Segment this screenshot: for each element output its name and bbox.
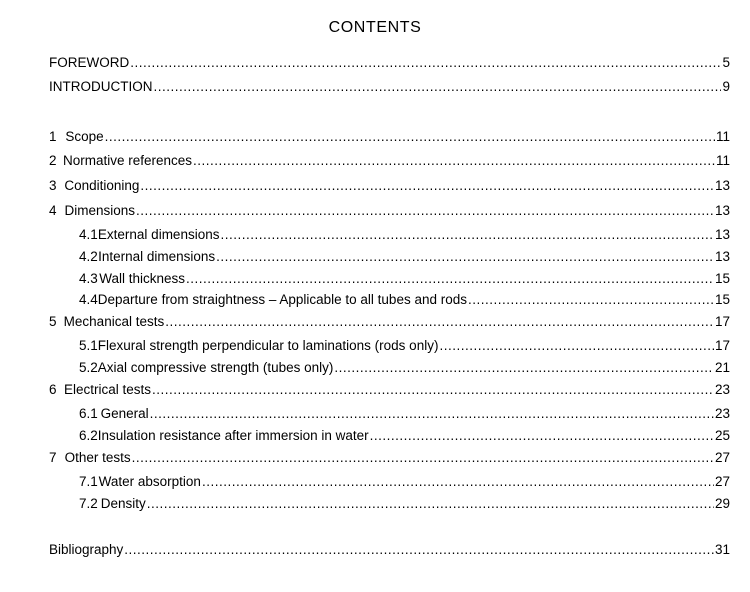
toc-section-number: 5.2 [79, 360, 98, 375]
toc-entry-section-4[interactable] [49, 202, 730, 220]
toc-page-number: 25 [714, 428, 730, 443]
toc-leader [140, 177, 714, 195]
toc-entry-section-3[interactable] [49, 177, 730, 195]
toc-page-number: 23 [714, 382, 730, 397]
toc-entry-section-2[interactable] [49, 152, 730, 170]
toc-entry-section-4-3[interactable] [79, 270, 730, 288]
toc-entry-label: Water absorption [98, 474, 201, 489]
toc-entry-section-4-1[interactable] [79, 226, 730, 244]
toc-leader [334, 359, 714, 377]
toc-leader [193, 152, 715, 170]
toc-entry-section-7[interactable] [49, 449, 730, 467]
toc-section-number: 6 [49, 382, 57, 397]
toc-page-number: 29 [714, 496, 730, 511]
toc-page-number: 11 [715, 129, 730, 144]
toc-leader [202, 473, 714, 491]
toc-entry-section-7-1[interactable] [79, 473, 730, 491]
toc-leader [130, 54, 721, 72]
toc-entry-label: INTRODUCTION [49, 79, 153, 94]
toc-page-number: 13 [714, 203, 730, 218]
toc-entry-section-4-2[interactable] [79, 248, 730, 266]
toc-page-number: 13 [714, 178, 730, 193]
toc-entry-label: Electrical tests [64, 382, 152, 397]
toc-leader [147, 495, 714, 513]
toc-leader [136, 202, 714, 220]
toc-page-number: 13 [714, 227, 730, 242]
toc-entry-label: Conditioning [64, 178, 140, 193]
toc-leader [154, 78, 722, 96]
toc-entry-label: Bibliography [49, 542, 124, 557]
toc-entry-label: Wall thickness [99, 271, 186, 286]
toc-entry-label: Insulation resistance after immersion in water [97, 428, 369, 443]
toc-entry-label: Normative references [62, 153, 193, 168]
toc-section-number: 4.2 [79, 249, 98, 264]
toc-entry-section-5-2[interactable] [79, 359, 730, 377]
toc-page-number: 21 [714, 360, 730, 375]
toc-page-number: 13 [714, 249, 730, 264]
toc-page-number: 23 [714, 406, 730, 421]
toc-leader [216, 248, 714, 266]
toc-entry-label: Other tests [64, 450, 131, 465]
toc-page-number: 31 [714, 542, 730, 557]
toc-entry-introduction[interactable] [49, 78, 730, 96]
page-title: CONTENTS [328, 19, 422, 36]
toc-section-number: 3 [49, 178, 57, 193]
toc-entry-section-5-1[interactable] [79, 337, 730, 355]
toc-entry-foreword[interactable] [49, 54, 730, 72]
toc-entry-section-1[interactable] [49, 128, 730, 146]
toc-leader [150, 405, 714, 423]
toc-entry-section-6[interactable] [49, 381, 730, 399]
toc-section-number: 7 [49, 450, 57, 465]
toc-section-number: 4.1 [79, 227, 98, 242]
toc-page-number: 11 [715, 153, 730, 168]
toc-page-number: 27 [714, 450, 730, 465]
toc-entry-label: External dimensions [97, 227, 220, 242]
toc-leader [165, 313, 714, 331]
toc-page-number: 27 [714, 474, 730, 489]
toc-section-number: 1 [49, 129, 57, 144]
toc-leader [468, 291, 714, 309]
toc-entry-section-5[interactable] [49, 313, 730, 331]
toc-entry-label: Flexural strength perpendicular to laminations (rods only) [97, 338, 439, 353]
toc-entry-section-6-1[interactable] [79, 405, 730, 423]
toc-section-number: 4.4 [79, 292, 98, 307]
toc-page-number: 5 [722, 55, 730, 70]
toc-section-number: 2 [49, 153, 57, 168]
toc-section-number: 7.2 [79, 496, 98, 511]
toc-section-number: 5 [49, 314, 57, 329]
toc-entry-label: Internal dimensions [98, 249, 216, 264]
toc-leader [105, 128, 715, 146]
toc-section-number: 7.1 [79, 474, 98, 489]
toc-section-number: 6.2 [79, 428, 98, 443]
toc-entry-bibliography[interactable] [49, 541, 730, 559]
toc-entry-label: FOREWORD [49, 55, 130, 70]
toc-entry-label: Axial compressive strength (tubes only) [97, 360, 334, 375]
toc-leader [220, 226, 714, 244]
toc-entry-label: General [100, 406, 149, 421]
toc-section-number: 6.1 [79, 406, 98, 421]
toc-page-number: 17 [714, 338, 730, 353]
toc-section-number: 5.1 [79, 338, 98, 353]
toc-page-number: 17 [714, 314, 730, 329]
toc-section-number: 4.3 [79, 271, 98, 286]
toc-entry-label: Density [100, 496, 146, 511]
toc-entry-section-7-2[interactable] [79, 495, 730, 513]
toc-leader [152, 381, 714, 399]
toc-entry-section-4-4[interactable] [79, 291, 730, 309]
toc-leader [370, 427, 714, 445]
toc-entry-label: Mechanical tests [63, 314, 165, 329]
toc-leader [439, 337, 714, 355]
toc-page-number: 15 [714, 292, 730, 307]
toc-entry-label: Scope [65, 129, 104, 144]
toc-page-number: 15 [714, 271, 730, 286]
toc-leader [186, 270, 714, 288]
toc-entry-section-6-2[interactable] [79, 427, 730, 445]
toc-entry-label: Dimensions [64, 203, 135, 218]
toc-section-number: 4 [49, 203, 57, 218]
toc-page-number: 9 [722, 79, 730, 94]
toc-leader [132, 449, 714, 467]
toc-entry-label: Departure from straightness – Applicable to all tubes and rods [97, 292, 467, 307]
toc-leader [124, 541, 714, 559]
